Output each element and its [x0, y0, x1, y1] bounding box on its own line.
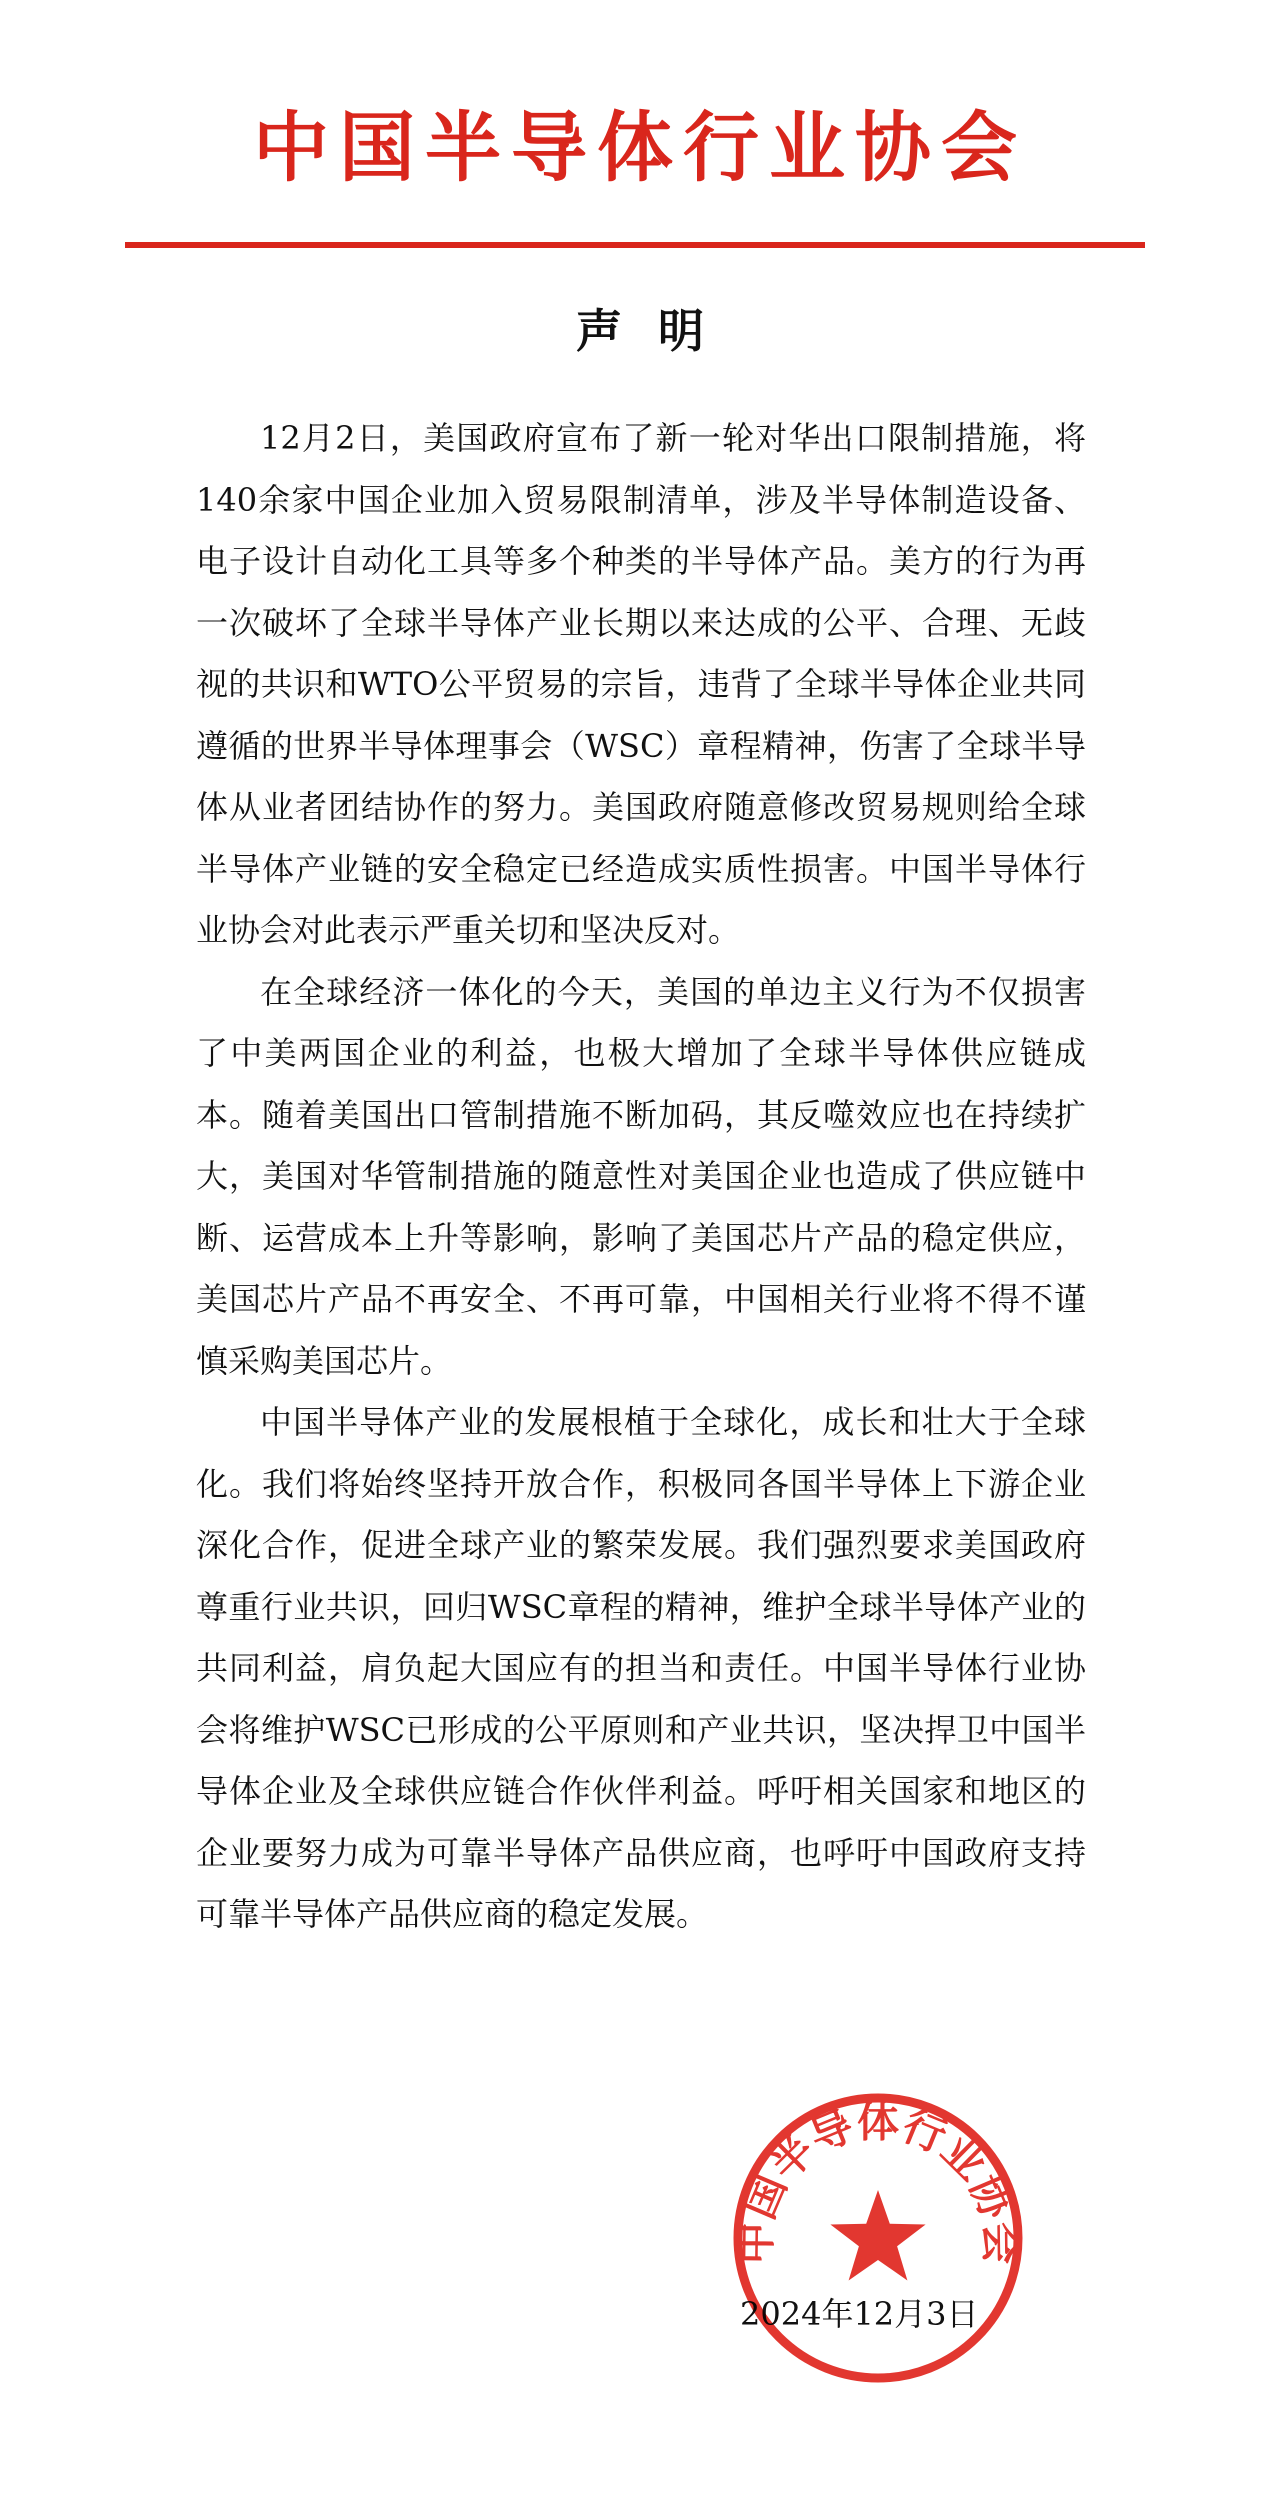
letterhead-org-name: 中国半导体行业协会 — [253, 103, 1027, 192]
seal-star-icon — [830, 2190, 925, 2281]
document-body — [196, 408, 1086, 1946]
paragraph-1: 12月2日，美国政府宣布了新一轮对华出口限制措施，将140余家中国企业加入贸易限制清单，涉及半导体制造设备、电子设计自动化工具等多个种类的半导体产品。美方的行为再一次破坏了全球半导体产业长期以来达成的公平、合理、无歧视的共识和WTO公平贸易的宗旨，违背了全球半导体企业共同遵循的世界半导体理事会（WSC）章程精神，伤害了全球半导体从业者团结协作的努力。美国政府随意修改贸易规则给全球半导体产业链的安全稳定已经造成实质性损害。中国半导体行业协会对此表示严重关切和坚决反对。 — [196, 419, 1086, 949]
seal-text: 中国半导体行业协会 — [730, 2097, 1026, 2265]
paragraph-2: 在全球经济一体化的今天，美国的单边主义行为不仅损害了中美两国企业的利益，也极大增加了全球半导体供应链成本。随着美国出口管制措施不断加码，其反噬效应也在持续扩大，美国对华管制措施的随意性对美国企业也造成了供应链中断、运营成本上升等影响，影响了美国芯片产品的稳定供应，美国芯片产品不再安全、不再可靠，中国相关行业将不得不谨慎采购美国芯片。 — [196, 972, 1086, 1380]
official-seal-icon — [730, 2090, 1026, 2386]
document-date: 2024年12月3日 — [740, 2295, 979, 2333]
letterhead-divider — [125, 242, 1145, 248]
document-title: 声明 — [576, 304, 740, 358]
paragraph-3: 中国半导体产业的发展根植于全球化，成长和壮大于全球化。我们将始终坚持开放合作，积极同各国半导体上下游企业深化合作，促进全球产业的繁荣发展。我们强烈要求美国政府尊重行业共识，回归WSC章程的精神，维护全球半导体产业的共同利益，肩负起大国应有的担当和责任。中国半导体行业协会将维护WSC已形成的公平原则和产业共识，坚决捍卫中国半导体企业及全球供应链合作伙伴利益。呼吁相关国家和地区的企业要努力成为可靠半导体产品供应商，也呼吁中国政府支持可靠半导体产品供应商的稳定发展。 — [196, 1403, 1086, 1933]
